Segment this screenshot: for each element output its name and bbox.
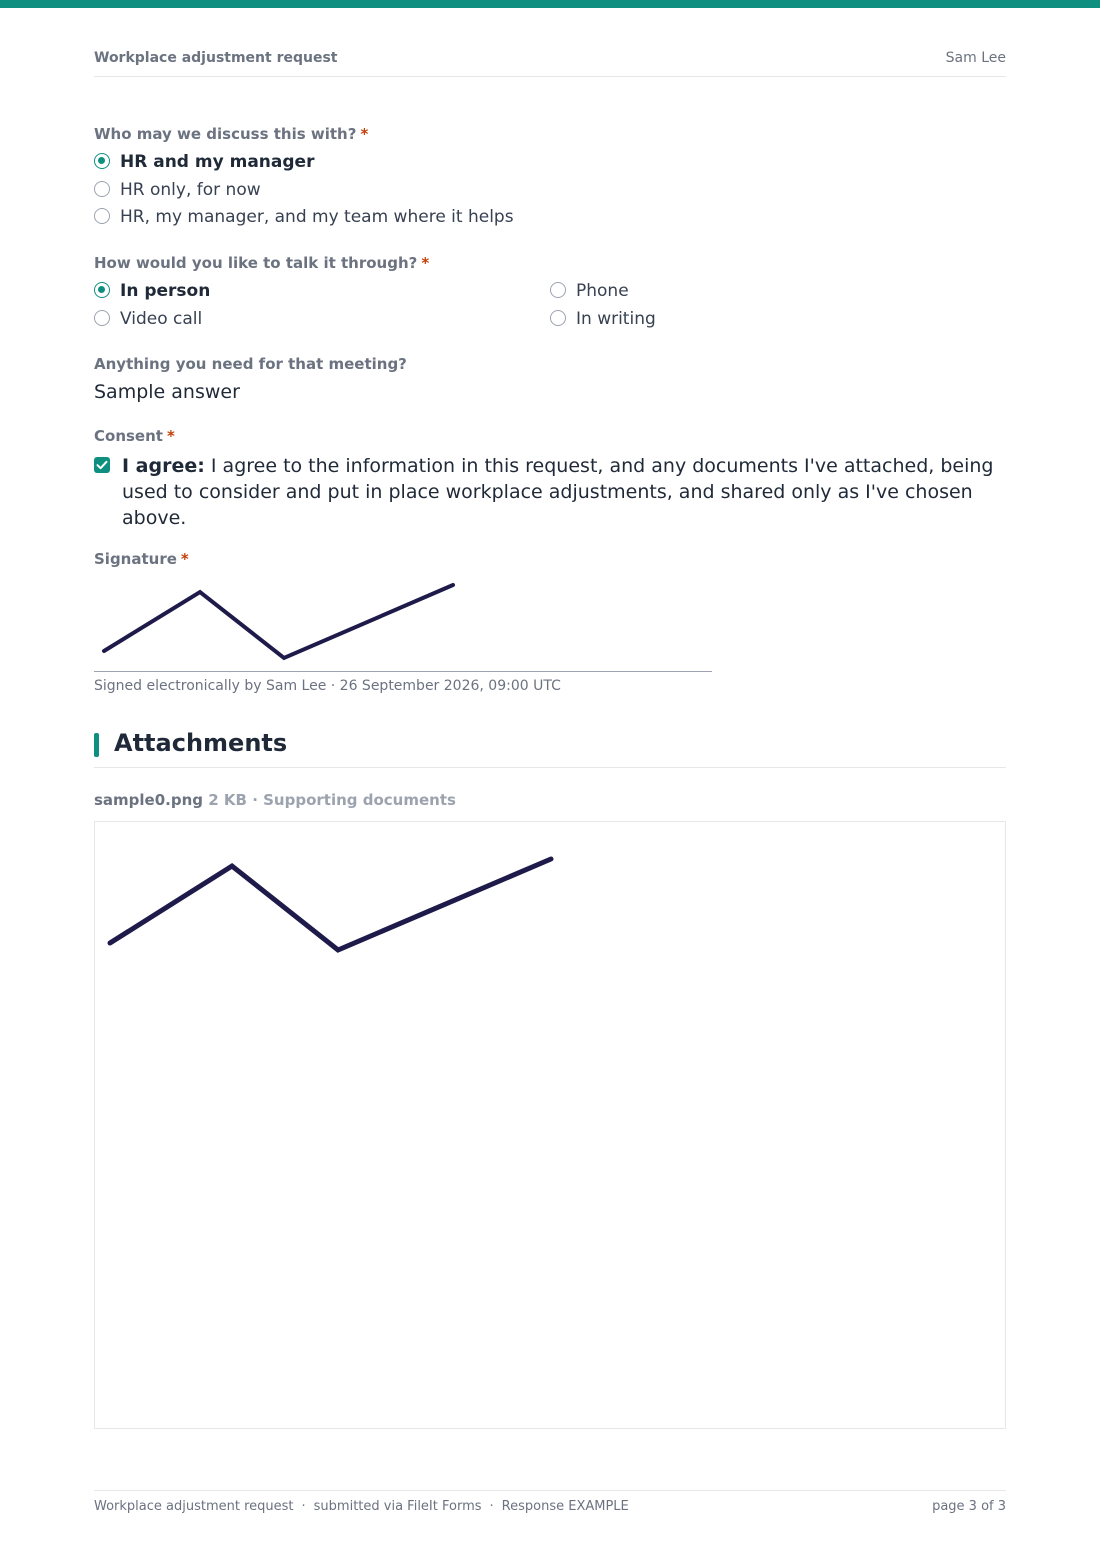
question-label-signature (94, 550, 189, 568)
radio-empty-icon (550, 282, 566, 298)
section-accent-bar (94, 733, 99, 757)
footer-form-title: Workplace adjustment request (94, 1499, 294, 1514)
radio-empty-icon (94, 181, 110, 197)
signature-caption: Signed electronically by Sam Lee · 26 September 2026, 09:00 UTC (94, 678, 561, 694)
required-mark: * (180, 550, 189, 568)
top-accent-bar (0, 0, 1100, 8)
radio-option-in-writing[interactable] (550, 308, 656, 330)
option-label: In writing (576, 309, 656, 329)
radio-selected-icon (94, 282, 110, 298)
question-label-talk (94, 254, 429, 272)
radio-selected-icon (94, 153, 110, 169)
radio-empty-icon (94, 208, 110, 224)
required-mark: * (421, 254, 430, 272)
signature-line (94, 671, 712, 672)
option-label: Phone (576, 281, 629, 301)
radio-option-in-person[interactable] (94, 280, 210, 302)
attachment-meta (94, 791, 456, 809)
option-label: HR only, for now (120, 180, 261, 200)
required-mark: * (360, 125, 369, 143)
section-title-attachments (94, 729, 1006, 768)
question-text: Signature (94, 550, 177, 568)
consent-checkbox[interactable] (94, 457, 110, 473)
question-text: Who may we discuss this with? (94, 125, 357, 143)
option-label: HR, my manager, and my team where it helps (120, 207, 514, 227)
radio-option-hr-and-manager[interactable] (94, 151, 314, 173)
footer-page-number: page 3 of 3 (932, 1499, 1006, 1514)
attachment-file-name[interactable]: sample0.png (94, 791, 204, 809)
question-label-meeting: Anything you need for that meeting? (94, 355, 407, 373)
section-heading: Attachments (114, 729, 288, 757)
required-mark: * (166, 427, 175, 445)
footer-left (94, 1499, 629, 1514)
option-label: Video call (120, 309, 203, 329)
consent-lead: I agree: (122, 455, 205, 477)
question-text: Consent (94, 427, 163, 445)
question-text: How would you like to talk it through? (94, 254, 418, 272)
form-title: Workplace adjustment request (94, 50, 338, 66)
attachment-preview (94, 821, 1006, 1429)
check-icon (94, 457, 110, 473)
option-label: In person (120, 281, 211, 301)
page-header (94, 48, 1006, 77)
page-footer (94, 1490, 1006, 1514)
footer-separator: · (301, 1499, 306, 1514)
radio-option-video-call[interactable] (94, 308, 202, 330)
footer-response: Response EXAMPLE (501, 1499, 629, 1514)
radio-empty-icon (94, 310, 110, 326)
radio-option-phone[interactable] (550, 280, 629, 302)
radio-empty-icon (550, 310, 566, 326)
question-label-consent (94, 427, 175, 445)
user-name: Sam Lee (945, 50, 1006, 66)
footer-separator: · (489, 1499, 494, 1514)
meeting-answer: Sample answer (94, 381, 240, 403)
question-label-discuss (94, 125, 368, 143)
consent-text: I agree to the information in this request, and any documents I've attached, being used to consider and put in place workplace adjustments, and shared only as I've chosen above. (122, 455, 994, 529)
option-label: HR and my manager (120, 152, 315, 172)
radio-option-hr-only[interactable] (94, 179, 261, 201)
attachment-image (95, 822, 1005, 1428)
attachment-file-detail: 2 KB · Supporting documents (208, 791, 456, 809)
consent-statement (122, 453, 1006, 531)
radio-option-hr-manager-team[interactable] (94, 206, 514, 228)
footer-submitted: submitted via FileIt Forms (313, 1499, 482, 1514)
signature-drawing (94, 576, 474, 670)
